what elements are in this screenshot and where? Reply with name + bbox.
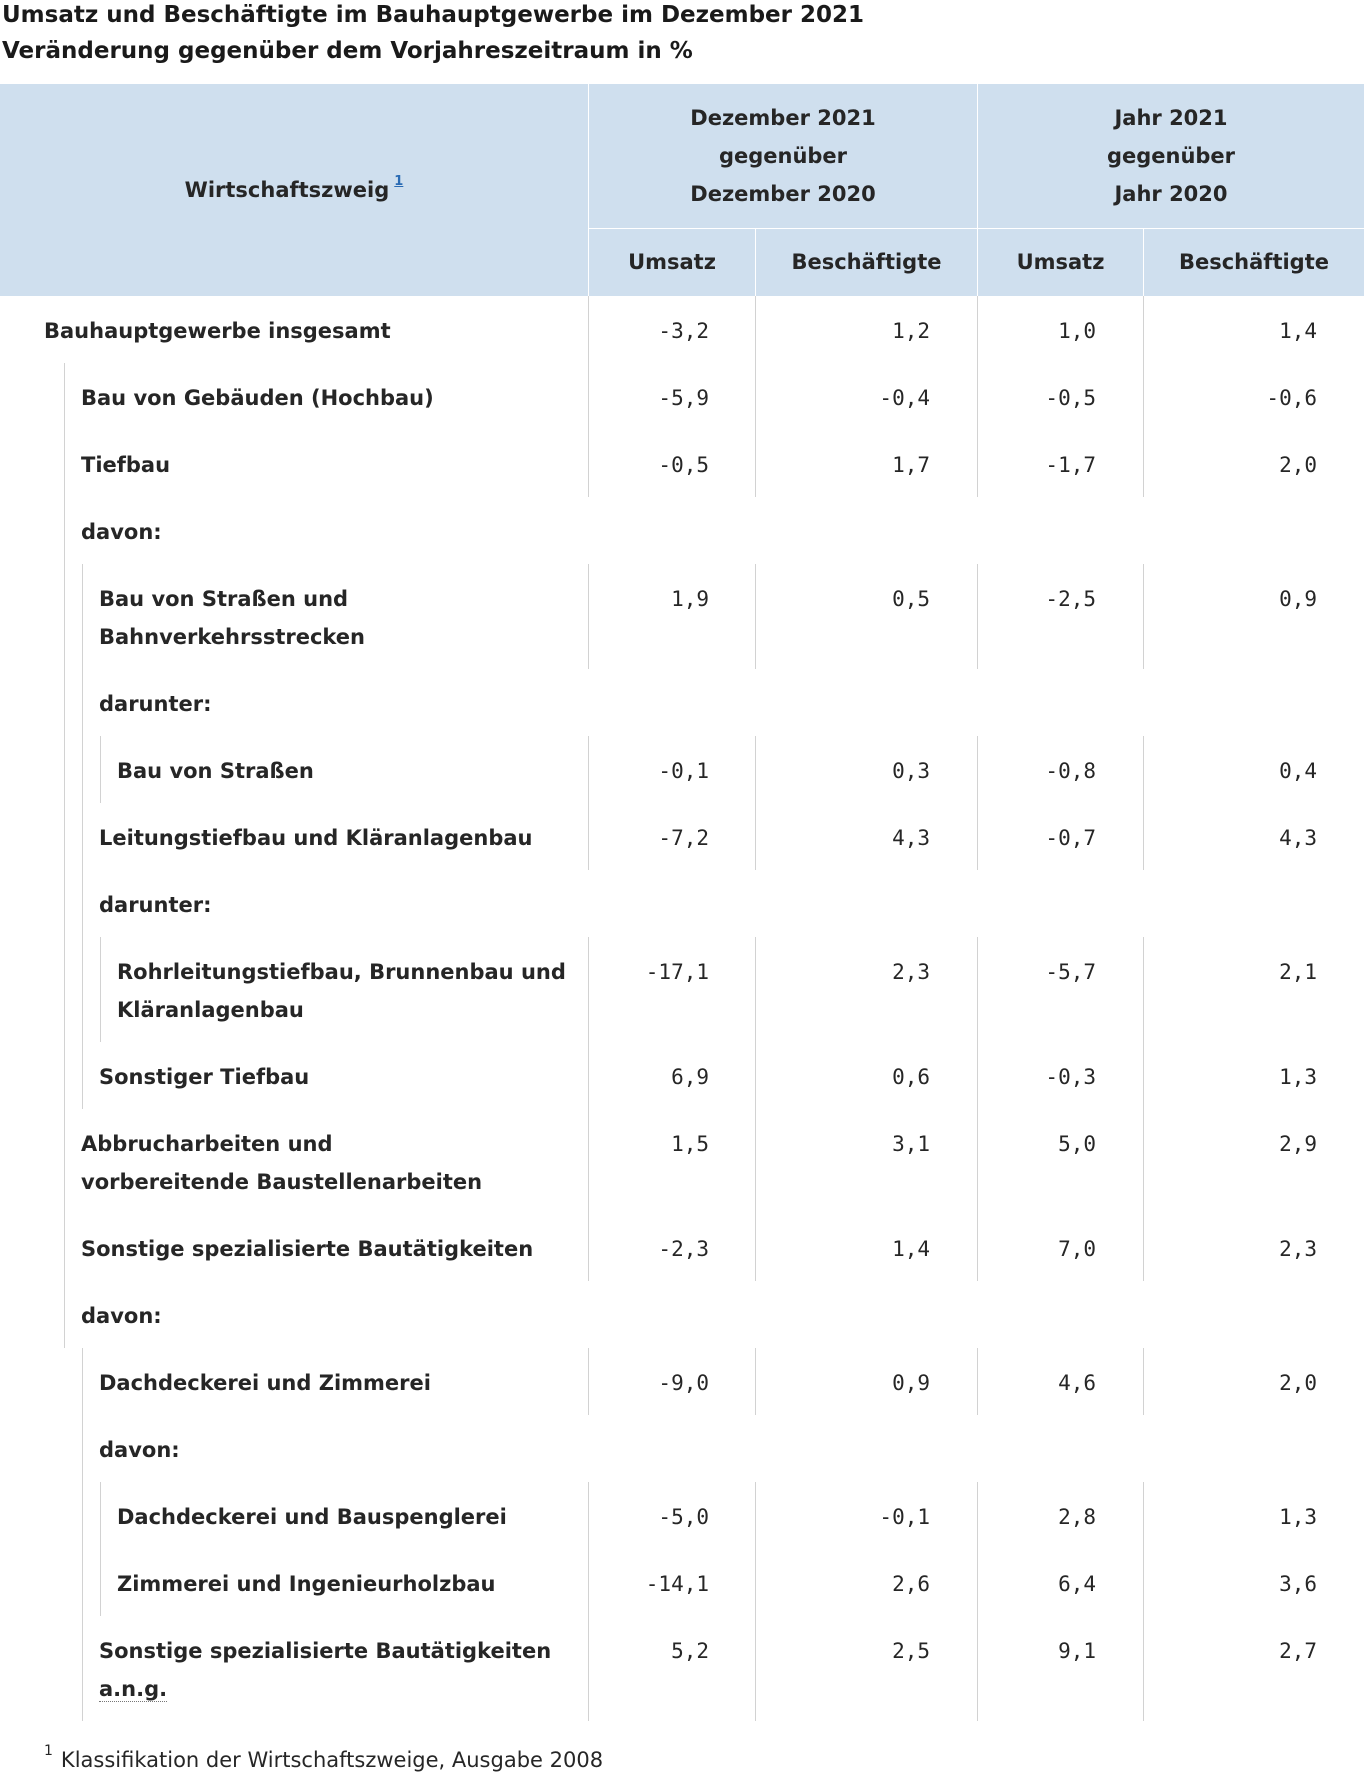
- column-header-umsatz-year: Umsatz: [1016, 250, 1105, 274]
- column-divider: [1143, 1482, 1144, 1549]
- column-divider: [977, 430, 978, 497]
- cell-value: -0,8: [1045, 759, 1096, 783]
- footnote-link[interactable]: 1: [394, 174, 404, 189]
- column-header-beschaeftigte-year: Beschäftigte: [1178, 250, 1329, 274]
- column-divider: [755, 1348, 756, 1415]
- cell-value: -2,3: [658, 1237, 709, 1261]
- column-divider: [977, 1042, 978, 1109]
- column-divider: [755, 1214, 756, 1281]
- column-divider: [755, 1549, 756, 1616]
- column-divider: [588, 1214, 589, 1281]
- cell-value: 0,6: [892, 1065, 930, 1089]
- row-label-line: davon:: [81, 1304, 162, 1328]
- data-table: [0, 84, 1364, 1721]
- cell-value: 6,4: [1058, 1572, 1096, 1596]
- row-label-line: [99, 1670, 551, 1708]
- cell-value: -2,5: [1045, 587, 1096, 611]
- column-group-december-line3: Dezember 2020: [690, 182, 876, 206]
- column-divider: [1143, 803, 1144, 870]
- column-divider: [588, 1549, 589, 1616]
- column-divider: [1143, 1549, 1144, 1616]
- column-group-december: [589, 84, 977, 228]
- footnote-marker: 1: [44, 1743, 53, 1759]
- cell-value: 1,5: [671, 1132, 709, 1156]
- hierarchy-guide-line: [64, 363, 65, 1348]
- table-row: [0, 363, 1364, 430]
- table-row: [0, 1042, 1364, 1109]
- table-row: [0, 669, 1364, 736]
- row-label: [81, 446, 170, 484]
- column-divider: [588, 1042, 589, 1109]
- table-row: [0, 1348, 1364, 1415]
- hierarchy-guide-line: [82, 564, 83, 1109]
- table-row: [0, 497, 1364, 564]
- column-header-umsatz-dec: Umsatz: [628, 250, 716, 274]
- table-row: [0, 296, 1364, 363]
- table-row: [0, 803, 1364, 870]
- table-row: [0, 430, 1364, 497]
- column-divider: [755, 1616, 756, 1721]
- cell-value: 2,6: [892, 1572, 930, 1596]
- cell-value: 1,9: [671, 587, 709, 611]
- table-row: [0, 1482, 1364, 1549]
- row-label-line: darunter:: [99, 692, 212, 716]
- cell-value: -0,7: [1045, 826, 1096, 850]
- cell-value: -0,6: [1266, 386, 1317, 410]
- cell-value: 0,9: [1279, 587, 1317, 611]
- row-label-line: Sonstige spezialisierte Bautätigkeiten: [99, 1639, 552, 1663]
- cell-value: 1,4: [892, 1237, 930, 1261]
- cell-value: -7,2: [658, 826, 709, 850]
- column-header-sector-label: Wirtschaftszweig: [184, 178, 390, 202]
- table-row: [0, 1281, 1364, 1348]
- row-label-line: Bahnverkehrsstrecken: [99, 625, 365, 649]
- column-divider: [755, 1042, 756, 1109]
- cell-value: -0,4: [879, 386, 930, 410]
- cell-value: 1,0: [1058, 319, 1096, 343]
- column-divider: [1143, 736, 1144, 803]
- cell-value: 0,5: [892, 587, 930, 611]
- cell-value: 6,9: [671, 1065, 709, 1089]
- row-label: [99, 1058, 309, 1096]
- table-row: [0, 870, 1364, 937]
- column-group-december-line1: Dezember 2021: [690, 106, 876, 130]
- cell-value: 1,7: [892, 453, 930, 477]
- row-label: [81, 379, 434, 417]
- cell-value: 1,3: [1279, 1065, 1317, 1089]
- column-divider: [977, 937, 978, 1042]
- column-divider: [977, 1616, 978, 1721]
- table-row: [0, 1415, 1364, 1482]
- row-label: [99, 1364, 431, 1402]
- row-label: [99, 1431, 180, 1469]
- column-divider: [588, 564, 589, 669]
- cell-value: 7,0: [1058, 1237, 1096, 1261]
- cell-value: 5,2: [671, 1639, 709, 1663]
- cell-value: 1,3: [1279, 1505, 1317, 1529]
- hierarchy-guide-line: [82, 1348, 83, 1721]
- cell-value: 9,1: [1058, 1639, 1096, 1663]
- caption-title: Umsatz und Beschäftigte im Bauhauptgewerbe im Dezember 2021: [2, 2, 865, 28]
- row-label-line: Tiefbau: [81, 453, 171, 477]
- column-divider: [977, 1348, 978, 1415]
- column-divider: [588, 363, 589, 430]
- column-divider: [1143, 296, 1144, 363]
- column-group-year-line3: Jahr 2020: [1114, 182, 1228, 206]
- cell-value: -0,5: [1045, 386, 1096, 410]
- cell-value: -0,1: [658, 759, 709, 783]
- cell-value: -1,7: [1045, 453, 1096, 477]
- column-divider: [588, 803, 589, 870]
- column-divider: [1143, 937, 1144, 1042]
- column-divider: [588, 1482, 589, 1549]
- cell-value: 2,9: [1279, 1132, 1317, 1156]
- table-caption: [0, 0, 1364, 69]
- cell-value: 2,1: [1279, 960, 1317, 984]
- column-divider: [1143, 1042, 1144, 1109]
- column-divider: [755, 1482, 756, 1549]
- row-label-line: Rohrleitungstiefbau, Brunnenbau und: [117, 960, 566, 984]
- row-label: [99, 580, 365, 656]
- column-divider: [755, 430, 756, 497]
- column-group-year-line2: gegenüber: [1106, 144, 1236, 168]
- row-label: [99, 886, 212, 924]
- column-divider: [977, 803, 978, 870]
- caption-subtitle: Veränderung gegenüber dem Vorjahreszeitraum in %: [2, 38, 693, 64]
- row-label: [99, 685, 212, 723]
- column-divider: [588, 937, 589, 1042]
- row-label-line: vorbereitende Baustellenarbeiten: [81, 1170, 483, 1194]
- row-label-line: Bauhauptgewerbe insgesamt: [44, 319, 391, 343]
- column-divider: [977, 296, 978, 363]
- column-divider: [1143, 1616, 1144, 1721]
- column-divider: [755, 937, 756, 1042]
- row-label-line: Dachdeckerei und Zimmerei: [99, 1371, 431, 1395]
- row-label-line: Sonstige spezialisierte Bautätigkeiten: [81, 1237, 534, 1261]
- column-divider: [977, 363, 978, 430]
- footnote-text: Klassifikation der Wirtschaftszweige, Ausgabe 2008: [60, 1748, 604, 1772]
- column-group-year: [978, 84, 1364, 228]
- header-divider: [589, 228, 1364, 229]
- cell-value: -5,9: [658, 386, 709, 410]
- cell-value: 2,8: [1058, 1505, 1096, 1529]
- column-divider: [977, 564, 978, 669]
- column-divider: [755, 1109, 756, 1214]
- row-label-line: davon:: [99, 1438, 180, 1462]
- column-divider: [1143, 1348, 1144, 1415]
- column-group-year-line1: Jahr 2021: [1114, 106, 1228, 130]
- table-row: [0, 1549, 1364, 1616]
- column-divider: [588, 1109, 589, 1214]
- table-header: [0, 84, 1364, 296]
- column-divider: [977, 1214, 978, 1281]
- cell-value: 3,6: [1279, 1572, 1317, 1596]
- cell-value: 2,3: [892, 960, 930, 984]
- column-header-sector: [0, 84, 588, 296]
- row-label-line: Abbrucharbeiten und: [81, 1132, 333, 1156]
- cell-value: 1,2: [892, 319, 930, 343]
- column-divider: [1143, 1214, 1144, 1281]
- footnote: [44, 1740, 603, 1775]
- row-label: [117, 752, 314, 790]
- row-label-line: Bau von Straßen: [117, 759, 314, 783]
- cell-value: -5,0: [658, 1505, 709, 1529]
- column-divider: [755, 564, 756, 669]
- cell-value: 4,6: [1058, 1371, 1096, 1395]
- column-divider: [588, 736, 589, 803]
- cell-value: 2,7: [1279, 1639, 1317, 1663]
- table-row: [0, 1616, 1364, 1721]
- row-label: [81, 1125, 482, 1201]
- cell-value: 2,0: [1279, 453, 1317, 477]
- table-row: [0, 564, 1364, 669]
- row-label-line: Dachdeckerei und Bauspenglerei: [117, 1505, 507, 1529]
- column-divider: [1143, 564, 1144, 669]
- column-divider: [1143, 430, 1144, 497]
- row-label: [44, 312, 391, 350]
- header-divider: [588, 84, 589, 296]
- row-label-line: darunter:: [99, 893, 212, 917]
- column-group-december-line2: gegenüber: [718, 144, 848, 168]
- header-divider: [755, 228, 756, 296]
- cell-value: 2,0: [1279, 1371, 1317, 1395]
- hierarchy-guide-line: [100, 736, 101, 803]
- column-header-beschaeftigte-dec: Beschäftigte: [791, 250, 942, 274]
- cell-value: -0,3: [1045, 1065, 1096, 1089]
- row-label-line: Kläranlagenbau: [117, 998, 304, 1022]
- column-divider: [755, 296, 756, 363]
- cell-value: -17,1: [645, 960, 709, 984]
- column-divider: [1143, 363, 1144, 430]
- cell-value: 1,4: [1279, 319, 1317, 343]
- column-divider: [755, 736, 756, 803]
- column-divider: [977, 1549, 978, 1616]
- cell-value: -0,5: [658, 453, 709, 477]
- cell-value: 4,3: [1279, 826, 1317, 850]
- row-label-line: Bau von Gebäuden (Hochbau): [81, 386, 434, 410]
- column-divider: [588, 430, 589, 497]
- row-label-line: Zimmerei und Ingenieurholzbau: [117, 1572, 496, 1596]
- column-divider: [755, 803, 756, 870]
- table-row: [0, 1214, 1364, 1281]
- row-label: [117, 953, 566, 1029]
- column-divider: [588, 296, 589, 363]
- hierarchy-guide-line: [100, 937, 101, 1042]
- header-divider: [1143, 228, 1144, 296]
- column-divider: [977, 736, 978, 803]
- row-label-line: Sonstiger Tiefbau: [99, 1065, 310, 1089]
- column-divider: [1143, 1109, 1144, 1214]
- cell-value: -5,7: [1045, 960, 1096, 984]
- cell-value: 5,0: [1058, 1132, 1096, 1156]
- table-body: [0, 296, 1364, 1721]
- cell-value: -14,1: [645, 1572, 709, 1596]
- hierarchy-guide-line: [100, 1482, 101, 1616]
- row-label: [99, 819, 532, 857]
- header-divider: [977, 84, 978, 296]
- cell-value: 4,3: [892, 826, 930, 850]
- column-divider: [588, 1616, 589, 1721]
- table-row: [0, 736, 1364, 803]
- column-divider: [977, 1109, 978, 1214]
- cell-value: -0,1: [879, 1505, 930, 1529]
- row-label-line: Leitungstiefbau und Kläranlagenbau: [99, 826, 533, 850]
- cell-value: 2,5: [892, 1639, 930, 1663]
- row-label: [81, 1230, 533, 1268]
- column-divider: [588, 1348, 589, 1415]
- row-label-line: Bau von Straßen und: [99, 587, 349, 611]
- abbreviation[interactable]: a.n.g.: [99, 1677, 168, 1701]
- cell-value: 0,3: [892, 759, 930, 783]
- column-divider: [977, 1482, 978, 1549]
- row-label: [81, 1297, 162, 1335]
- cell-value: 0,9: [892, 1371, 930, 1395]
- cell-value: 3,1: [892, 1132, 930, 1156]
- row-label: [99, 1632, 551, 1708]
- cell-value: 2,3: [1279, 1237, 1317, 1261]
- row-label: [81, 513, 162, 551]
- cell-value: 0,4: [1279, 759, 1317, 783]
- table-row: [0, 1109, 1364, 1214]
- column-divider: [755, 363, 756, 430]
- table-row: [0, 937, 1364, 1042]
- row-label: [117, 1565, 495, 1603]
- cell-value: -9,0: [658, 1371, 709, 1395]
- row-label: [117, 1498, 507, 1536]
- cell-value: -3,2: [658, 319, 709, 343]
- row-label-line: davon:: [81, 520, 162, 544]
